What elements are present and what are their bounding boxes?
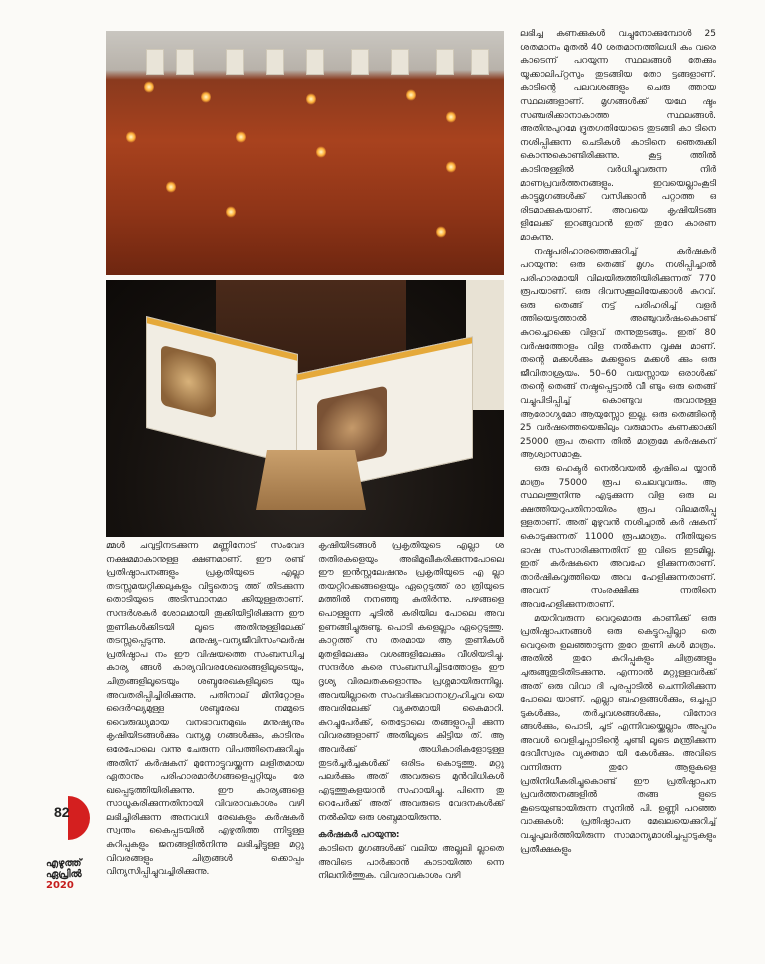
hanging-cloth (176, 49, 194, 75)
book-photo (106, 280, 504, 537)
left-column (106, 540, 307, 880)
subheading: കർഷകർ പറയുന്നു: (318, 830, 400, 841)
magazine-name: എഴുത്ത് (46, 858, 82, 869)
hanging-cloth (391, 49, 409, 75)
hanging-cloth (436, 49, 454, 75)
left-column-text: മ്മൾ ചവുട്ടിനടക്കുന്ന മണ്ണിനോട് സംവേദ നക്ഷമമാകാനുള്ള ക്ഷണമാണ്. ഈ രണ്ട് പ്രതിഷ്ഠാപനങ്ങളും പ്രകൃതിയുടെ എല്ലാ തടസ്സമയറ്റിക്കലുകളും വിട്ടുതൊടു ത്ത് തിടക്കുന്ന തൊടിയുടെ അടിസ്ഥാനമാ ക്കിയുള്ളതാണ്. സന്ദർശകർ ശോലമായി തൂക്കിയിട്ടിരിക്കുന്ന ഈ തുണികൾക്കിടയി ലൂടെ അതിനുള്ളിലേക്ക് തടസ്സപ്പെടുന്നു. മനുഷ്യ–വന്യജീവിസംഘർഷ പ്രതിഷ്ഠാപ നം ഈ വിഷയത്തെ സംബന്ധിച്ച കാര്യ ങ്ങൾ കാര്യവിവരശേഖരങ്ങളിലൂടെയും, ചിത്രങ്ങളിലൂടെയും ശബ്ദരേഖകളിലൂടെ യും അവതരിപ്പിച്ചിരിക്കുന്നു. പതിനാല് മിനിറ്റോളം ദൈർഘ്യമുള്ള ശബ്ദരേഖ നമ്മുടെ വൈരുദ്ധ്യമായ വനഭാവനമുഖം മനുഷ്യനും കൃഷിയിടങ്ങൾക്കും വന്യമൃ ഗങ്ങൾക്കും, കാടിനും ഒരേപോലെ വന്നു ചേരുന്ന വിപത്തിനെക്കുറിച്ചും അതിന് കർഷകന് മുന്നോട്ടുവയ്ക്കുന്ന ലളിതമായ ഏതാനും പരിഹാരമാർഗങ്ങളെപ്പറ്റിയും രേ ഖപ്പെടുത്തിയിരിക്കുന്നു. ഈ കാര്യങ്ങളെ സാധൂകരിക്കുന്നതിനായി വിവരാവകാശം വഴി ലഭിച്ചിരിക്കുന്ന അനവധി രേഖകളും കർഷകർ സ്വന്തം കൈപ്പടയിൽ എഴുതിത്ത ന്നിട്ടുള്ള കുറിപ്പുകളും ജനങ്ങളിൽനിന്നു ലഭിച്ചിട്ടുള്ള മറ്റു വിവരങ്ങളും ചിത്രങ്ങൾ ക്കൊപ്പം വിന്യസിപ്പിച്ചുവച്ചിരിക്കുന്നു. (106, 541, 307, 878)
right-paragraph-2: നഷ്ടപരിഹാരത്തെക്കുറിച്ച് കർഷകർ പറയുന്നു: ഒരു തെങ്ങ് മൃഗം നശിപ്പിച്ചാൽ പരിഹാരമായി വിലയിരുത്തിയിരിക്കുന്നത് 770 രൂപയാണ്. ഒരു ദിവസക്കൂലിയേക്കാൾ കുറവ്. ഒരു തെങ്ങ് നട്ട് പരിഹരിച്ച് വളർ ത്തിയെടുത്താൽ അഞ്ചുവർഷംകൊണ്ട് കുറച്ചൊക്കെ വിളവ് തന്നുതുടങ്ങും. ഇത് 80 വർഷത്തോളം വിള നൽകുന്ന വൃക്ഷ മാണ്. തന്റെ മക്കൾക്കും മക്കളുടെ മക്കൾ ക്കും ഒരു ജീവിതാശ്രയം. 50–60 വയസ്സായ ഒരാൾക്ക് തന്റെ തെങ്ങ് നഷ്ടപ്പെട്ടാൽ വീ ണ്ടും ഒരു തെങ്ങ് വച്ചുപിടിപ്പിച്ച് കൊണ്ടുവ രുവാനുള്ള ആരോഗ്യമോ ആയുസ്സോ ഇല്ല. ഒരു തെങ്ങിന്റെ 25 വർഷത്തെയെങ്കിലും വരുമാനം കണക്കാക്കി 25000 രൂപ തന്നെ തിൽ മാത്രമേ കർഷകന് ആശ്വാസമാകൂ. (520, 246, 719, 461)
right-paragraph-3: ഒരു ഹെക്ടർ നെൽവയൽ കൃഷിചെ യ്യാൻ മാത്രം 75000 രൂപ ചെലവുവരും. ആ സ്ഥലത്തുനിന്നു എടുക്കുന്ന വിള ഒരു ല ക്ഷത്തിയറുപതിനായിരം രൂപ വിലമതിപ്പു ള്ളതാണ്. അത് മുഴുവൻ നശിച്ചാൽ കർ ഷകന് കൊടുക്കുന്നത് 11000 രൂപമാത്രം. നീതിയുടെ ഭാഷ സംസാരിക്കുന്നതിന് ഇ വിടെ ഇടമില്ല. ഇത് കർഷകനെ അവഹേ ളിക്കുന്നതാണ്. താർഷികവൃത്തിയെ അവ ഹേളിക്കുന്നതാണ്. അവന് സംരക്ഷിക്കു ന്നതിനെ അവഹേളിക്കുന്നതാണ്. (520, 464, 719, 610)
hanging-cloth (351, 49, 369, 75)
hanging-cloth (306, 49, 324, 75)
middle-column (318, 540, 507, 884)
hanging-cloth (266, 49, 284, 75)
hanging-cloth (471, 49, 489, 75)
page-number: 82 (54, 804, 70, 820)
lamps-photo (106, 31, 504, 275)
hanging-cloth (146, 49, 164, 75)
book-stand (256, 450, 366, 510)
right-paragraph-1: ലഭിച്ച കണക്കുകൾ വച്ചുനോക്കുമ്പോൾ 25 ശതമാനം മുതൽ 40 ശതമാനത്തിലധി കം വരെ കാടെന്ന് പറയുന്ന സ്ഥലങ്ങൾ തേക്കും യൂക്കാലിപ്റ്റസും തുടങ്ങിയ തോ ട്ടങ്ങളാണ്. കാടിന്റെ പലവശങ്ങളും ചെരു ത്തായ സ്ഥലങ്ങളാണ്. മൃഗങ്ങൾക്ക് യഥേ ഷ്ടം സഞ്ചരിക്കാനാകാത്ത സ്ഥലങ്ങൾ. അതിനുപുറമേ ദ്രുതഗതിയോടെ തുടങ്ങി കാ ടിനെ നശിപ്പിക്കുന്ന ചെടികൾ കാടിനെ ഞെരുക്കി കൊന്നുകൊണ്ടിരിക്കുന്നു. കൂട്ട ത്തിൽ കാടിനുള്ളിൽ വർധിച്ചുവരുന്ന നിർ മാണപ്രവർത്തനങ്ങളും. ഇവയെല്ലാംകൂടി കാട്ടുമൃഗങ്ങൾക്ക് വസിക്കാൻ പറ്റാത്ത ഒ രിടമാക്കുകയാണ്. അവയെ കൃഷിയിടങ്ങ ളിലേക്ക് ഇറങ്ങുവാൻ ഇത് തുറേ കാരണ മാകുന്നു. (520, 29, 719, 243)
hanging-cloth (226, 49, 244, 75)
middle-column-text: കൃഷിയിടങ്ങൾ പ്രകൃതിയുടെ എല്ലാ ശ തതിരകളെയും അഭിമുഖീകരിക്കുന്നപോലെ ഈ ഇൻസ്റ്റലേഷനും പ്രകൃതിയുടെ എ ല്ലാ തയറ്റിറക്കങ്ങളെയും ഏറ്റെടുത്ത് രാ ത്രിയുടെ മത്തിൽ നനഞ്ഞു കുതിർന്നു. പഴങ്ങളെ പൊള്ളുന്ന ചൂടിൽ കരിയില പോലെ അവ ഉണങ്ങിച്ചുരുണ്ടു. പൊടി കളെല്ലാം ഏറ്റെടുത്തു. കാറ്റത്ത് സ തരമായ ആ തുണികൾ മുതളിലേക്കും വശങ്ങളിലേക്കും വീശിയടിച്ചു. സന്ദർശ കരെ സംബന്ധിച്ചിടത്തോളം ഈ ദൃശ്യ വിരലതകളൊന്നും പ്രശ്നമായിരുന്നില്ല. അവയില്ലാതെ സംവദിക്കുവാനാഗ്രഹിച്ചവ യെ അവരിലേക്ക് വ്യക്തമായി കൈമാറി. കുറച്ചുപേർക്ക്, തെട്ടോലെ തങ്ങളുറപ്പി ക്കുന്ന വിവരങ്ങളാണ് അതിലൂടെ കിട്ടിയ ത്. ആ അവർക്ക് അധികാരികളോടുള്ള തുടർച്ചർച്ചകൾക്ക് ഒരിടം കൊടുത്തു. മറ്റു പലർക്കും അത് അവരുടെ മുൻവിധികൾ എടുത്തുകളയാൻ സഹായിച്ചു. പിന്നെ തു റെപേർക്ക് അത് അവരുടെ വേദനകൾക്ക് നൽകിയ ഒരു ശബ്ദമായിരുന്നു. (318, 541, 507, 823)
right-paragraph-4: മയറിവരുന്ന വെറുമൊരു കാണിക്ക് ഒരു പ്രതിഷ്ഠാപനങ്ങൾ ഒരു കെട്ടുറപ്പില്ലാ തെ വെറുതെ ഉലഞ്ഞാടുന്ന തുറേ തുണി കൾ മാത്രം. അതിൽ തുറേ കുറിപ്പുകളും ചിത്രങ്ങളും ചുരുങ്ങുതുടിതിടക്കുന്നു. എന്നാൽ മറ്റുള്ളവർക്ക് അത് ഒരു വിവാ ദി പുരപ്പാടിൽ ചെന്നിരിക്കുന്ന പോലെ യാണ്. എല്ലാ ബഹളങ്ങൾക്കും, ഒച്ചപ്പാ ടുകൾക്കും, തർച്ചവശങ്ങൾക്കും, വിനോദ ങ്ങൾക്കും, പൊടി, ചൂട് എന്നിവയ്ക്കെല്ലാം അപ്പുറം അവൾ വെളിച്ചപ്പാടിന്റെ ചൂണ്ടി ലൂടെ മന്ത്രിക്കുന്ന ദേവീസ്വരം വ്യക്തമാ യി കേൾക്കും. അവിടെ വന്നിരുന്ന തുറേ ആളുകളെ പ്രതിനിധീകരിച്ചുകൊണ്ട് ഈ പ്രതിഷ്ഠാപന പ്രവർത്തനങ്ങളിൽ തങ്ങ ളുടെ കൂടെയുണ്ടായിരുന്ന സുനിൽ പി. ഉണ്ണി പറഞ്ഞ വാക്കുകൾ: പ്രതിഷ്ഠാപന മേഖലയെക്കുറിച്ച് വച്ചുപുലർത്തിയിരുന്ന സാമാന്യമാശിച്ചപ്പാടുകളും പ്രതീക്ഷകളും (520, 613, 719, 855)
magazine-month: ഏപ്രിൽ (46, 869, 82, 880)
magazine-tag (46, 858, 90, 891)
magazine-year: 2020 (46, 880, 74, 891)
right-column (520, 28, 719, 857)
middle-column-text2: കാടിനെ മൃഗങ്ങൾക്ക് വലിയ അല്ലലി ല്ലാതെ അവിടെ പാർക്കാൻ കാടായിത്ത ന്നെ നിലനിർത്തുക. വിവരാവകാശം വഴി (318, 844, 507, 882)
